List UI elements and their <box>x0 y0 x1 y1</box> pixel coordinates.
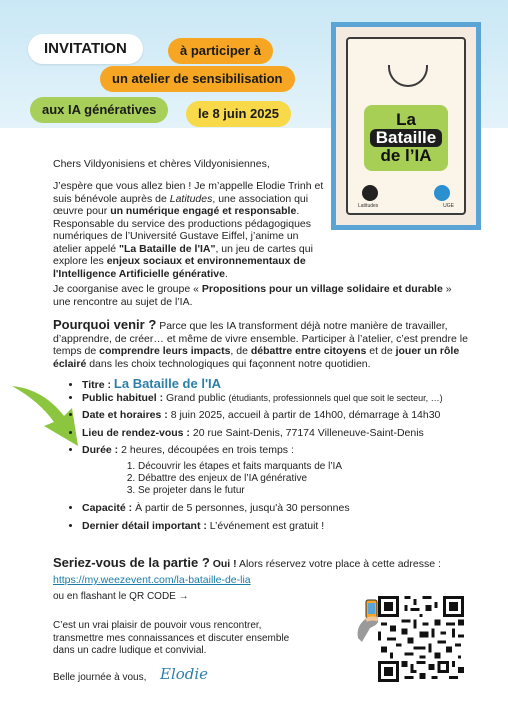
closing-paragraph: C’est un vrai plaisir de pouvoir vous rencontrer, transmettre mes connaissances et discuter ensemble dans un cadre ludique et convivial. <box>53 620 290 656</box>
detail-lieu: • Lieu de rendez-vous : 20 rue Saint-Denis, 77174 Villeneuve-Saint-Denis <box>82 427 482 440</box>
invitation-label: INVITATION <box>28 34 143 64</box>
sign-off: Belle journée à vous, <box>53 672 147 683</box>
step-item: 3. Se projeter dans le futur <box>138 485 482 497</box>
detail-duree: • Durée : 2 heures, découpées en trois temps : 1. Découvrir les étapes et faits marquants de l’IA 2. Débattre des enjeux de l’IA générative 3. Se projeter dans le futur <box>82 444 482 497</box>
duree-steps <box>82 461 482 497</box>
atelier-label: un atelier de sensibilisation <box>100 66 295 92</box>
detail-date: • Date et horaires : 8 juin 2025, accueil à partir de 14h00, démarrage à 14h30 <box>82 409 482 422</box>
signature: Elodie <box>160 665 209 683</box>
ia-label: aux IA génératives <box>30 97 168 123</box>
participer-label: à participer à <box>168 38 273 64</box>
signup-heading: Seriez-vous de la partie ? Oui ! Alors réservez votre place à cette adresse : <box>53 555 441 570</box>
cover-title-line1: La <box>396 110 416 129</box>
detail-capacite: • Capacité : À partir de 5 personnes, jusqu'à 30 personnes <box>82 502 482 515</box>
game-cover-image <box>331 22 481 230</box>
detail-dernier: • Dernier détail important : L’événement est gratuit ! <box>82 520 482 533</box>
coorganise-paragraph: Je coorganise avec le groupe « Propositions pour un village solidaire et durable » une rencontre au sujet de l’IA. <box>53 283 452 308</box>
uge-logo-icon <box>434 185 450 201</box>
detail-public: • Public habituel : Grand public (étudiants, professionnels quel que soit le secteur, …) <box>82 392 482 405</box>
cover-title-line2: Bataille <box>370 129 442 147</box>
intro-paragraph: J’espère que vous allez bien ! Je m’appelle Elodie Trinh et suis bénévole auprès de Latitudes, une association qui œuvre pour un numérique engagé et responsable. Responsable du service des productions pédagogiques numériques de l’Université Gustave Eiffel, j’anime un atelier appelé "La Bataille de l'IA", un jeu de cartes qui explore les enjeux sociaux et environnementaux de l'Intelligence Artificielle générative. <box>53 180 324 280</box>
date-label: le 8 juin 2025 <box>186 101 291 127</box>
qr-code[interactable] <box>378 596 464 682</box>
greeting: Chers Vildyonisiens et chères Vildyonisiennes, <box>53 158 270 170</box>
cover-title-line3: de l’IA <box>380 146 432 165</box>
detail-title: • Titre : La Bataille de l'IA <box>82 378 482 392</box>
details-list <box>60 378 482 533</box>
latitudes-logo-icon <box>362 185 378 201</box>
cover-title <box>364 105 448 171</box>
qr-instruction: ou en flashant le QR CODE → <box>53 591 189 602</box>
uge-logo-label: UGE <box>443 203 454 209</box>
signup-link[interactable]: https://my.weezevent.com/la-bataille-de-lia <box>53 574 251 586</box>
step-item: 2. Débattre des enjeux de l’IA générative <box>138 473 482 485</box>
latitudes-logo-label: Latitudes <box>358 203 379 209</box>
step-item: 1. Découvrir les étapes et faits marquants de l’IA <box>138 461 482 473</box>
why-paragraph: Pourquoi venir ? Parce que les IA transforment déjà notre manière de travailler, d’apprendre, de créer… et même de vivre ensemble. Participer à l’atelier, c’est prendre le temps de comprendre leurs impacts, de débattre entre citoyens et de jouer un rôle éclairé dans les choix technologiques qui façonnent notre quotidien. <box>53 317 468 370</box>
